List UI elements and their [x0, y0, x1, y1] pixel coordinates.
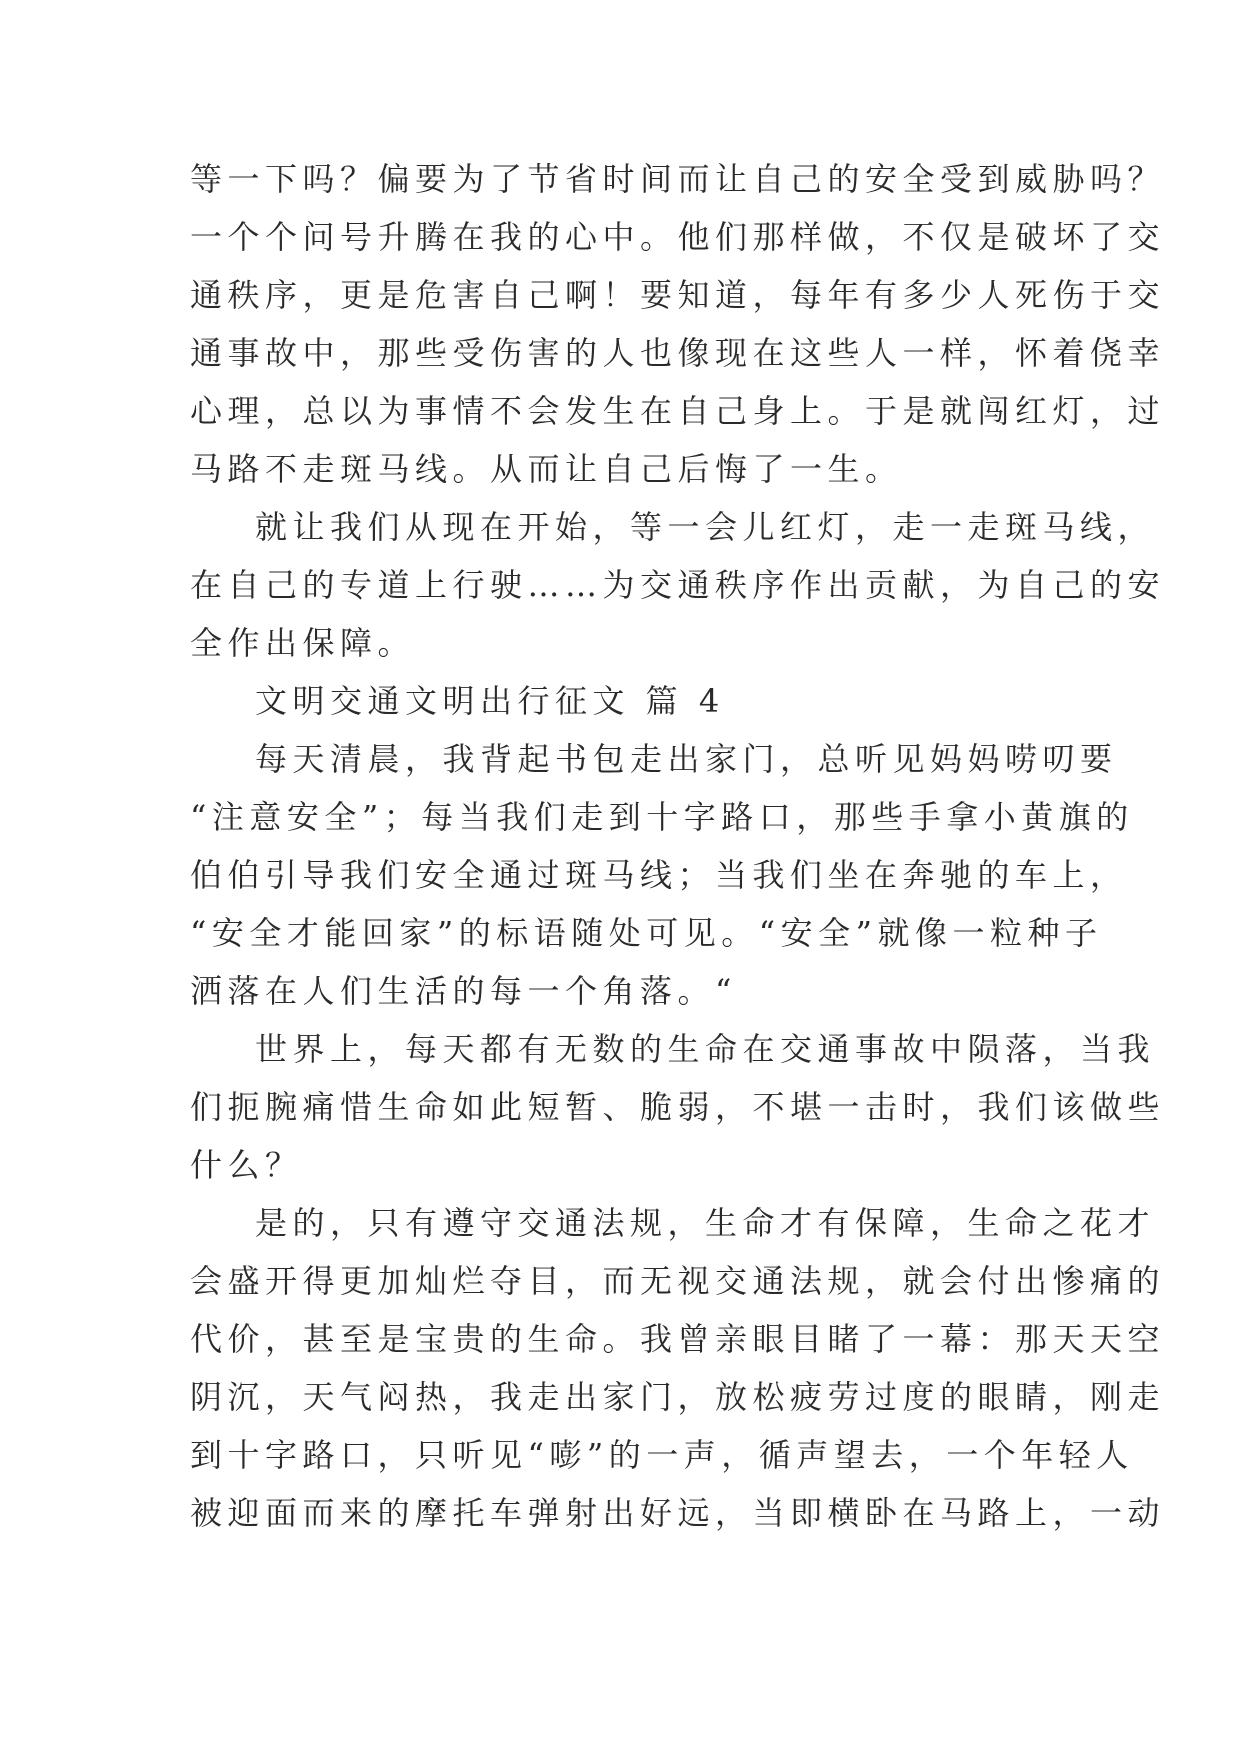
paragraph-first-line: 每天清晨，我背起书包走出家门，总听见妈妈唠叨要 — [255, 740, 1118, 778]
text-line: 等一下吗？偏要为了节省时间而让自己的安全受到威胁吗？ — [190, 160, 1166, 198]
text-line: 洒落在人们生活的每一个角落。“ — [190, 972, 737, 1010]
text-line: 心理，总以为事情不会发生在自己身上。于是就闯红灯，过 — [190, 392, 1166, 430]
text-line: 一个个问号升腾在我的心中。他们那样做，不仅是破坏了交 — [190, 218, 1166, 256]
text-line: 伯伯引导我们安全通过斑马线；当我们坐在奔驰的车上， — [190, 856, 1128, 894]
section-heading: 文明交通文明出行征文 篇 4 — [255, 682, 725, 720]
text-line: “注意安全”；每当我们走到十字路口，那些手拿小黄旗的 — [190, 798, 1134, 836]
paragraph-first-line: 是的，只有遵守交通法规，生命才有保障，生命之花才 — [255, 1204, 1156, 1242]
text-line: 们扼腕痛惜生命如此短暂、脆弱，不堪一击时，我们该做些 — [190, 1088, 1166, 1126]
text-line: 代价，甚至是宝贵的生命。我曾亲眼目睹了一幕：那天天空 — [190, 1320, 1166, 1358]
text-line: 在自己的专道上行驶……为交通秩序作出贡献，为自己的安 — [190, 566, 1166, 604]
text-line: 马路不走斑马线。从而让自己后悔了一生。 — [190, 450, 903, 488]
text-line: 会盛开得更加灿烂夺目，而无视交通法规，就会付出惨痛的 — [190, 1262, 1166, 1300]
text-line: “安全才能回家”的标语随处可见。“安全”就像一粒种子 — [190, 914, 1103, 952]
text-line: 到十字路口，只听见“嘭”的一声，循声望去，一个年轻人 — [190, 1436, 1134, 1474]
paragraph-first-line: 世界上，每天都有无数的生命在交通事故中陨落，当我 — [255, 1030, 1156, 1068]
paragraph-first-line: 就让我们从现在开始，等一会儿红灯，走一走斑马线， — [255, 508, 1156, 546]
text-line: 全作出保障。 — [190, 624, 416, 662]
body-text — [190, 150, 1166, 1542]
text-line: 被迎面而来的摩托车弹射出好远，当即横卧在马路上，一动 — [190, 1494, 1166, 1532]
text-line: 什么？ — [190, 1146, 303, 1184]
text-line: 通秩序，更是危害自己啊！要知道，每年有多少人死伤于交 — [190, 276, 1166, 314]
text-line: 阴沉，天气闷热，我走出家门，放松疲劳过度的眼睛，刚走 — [190, 1378, 1166, 1416]
text-line: 通事故中，那些受伤害的人也像现在这些人一样，怀着侥幸 — [190, 334, 1166, 372]
